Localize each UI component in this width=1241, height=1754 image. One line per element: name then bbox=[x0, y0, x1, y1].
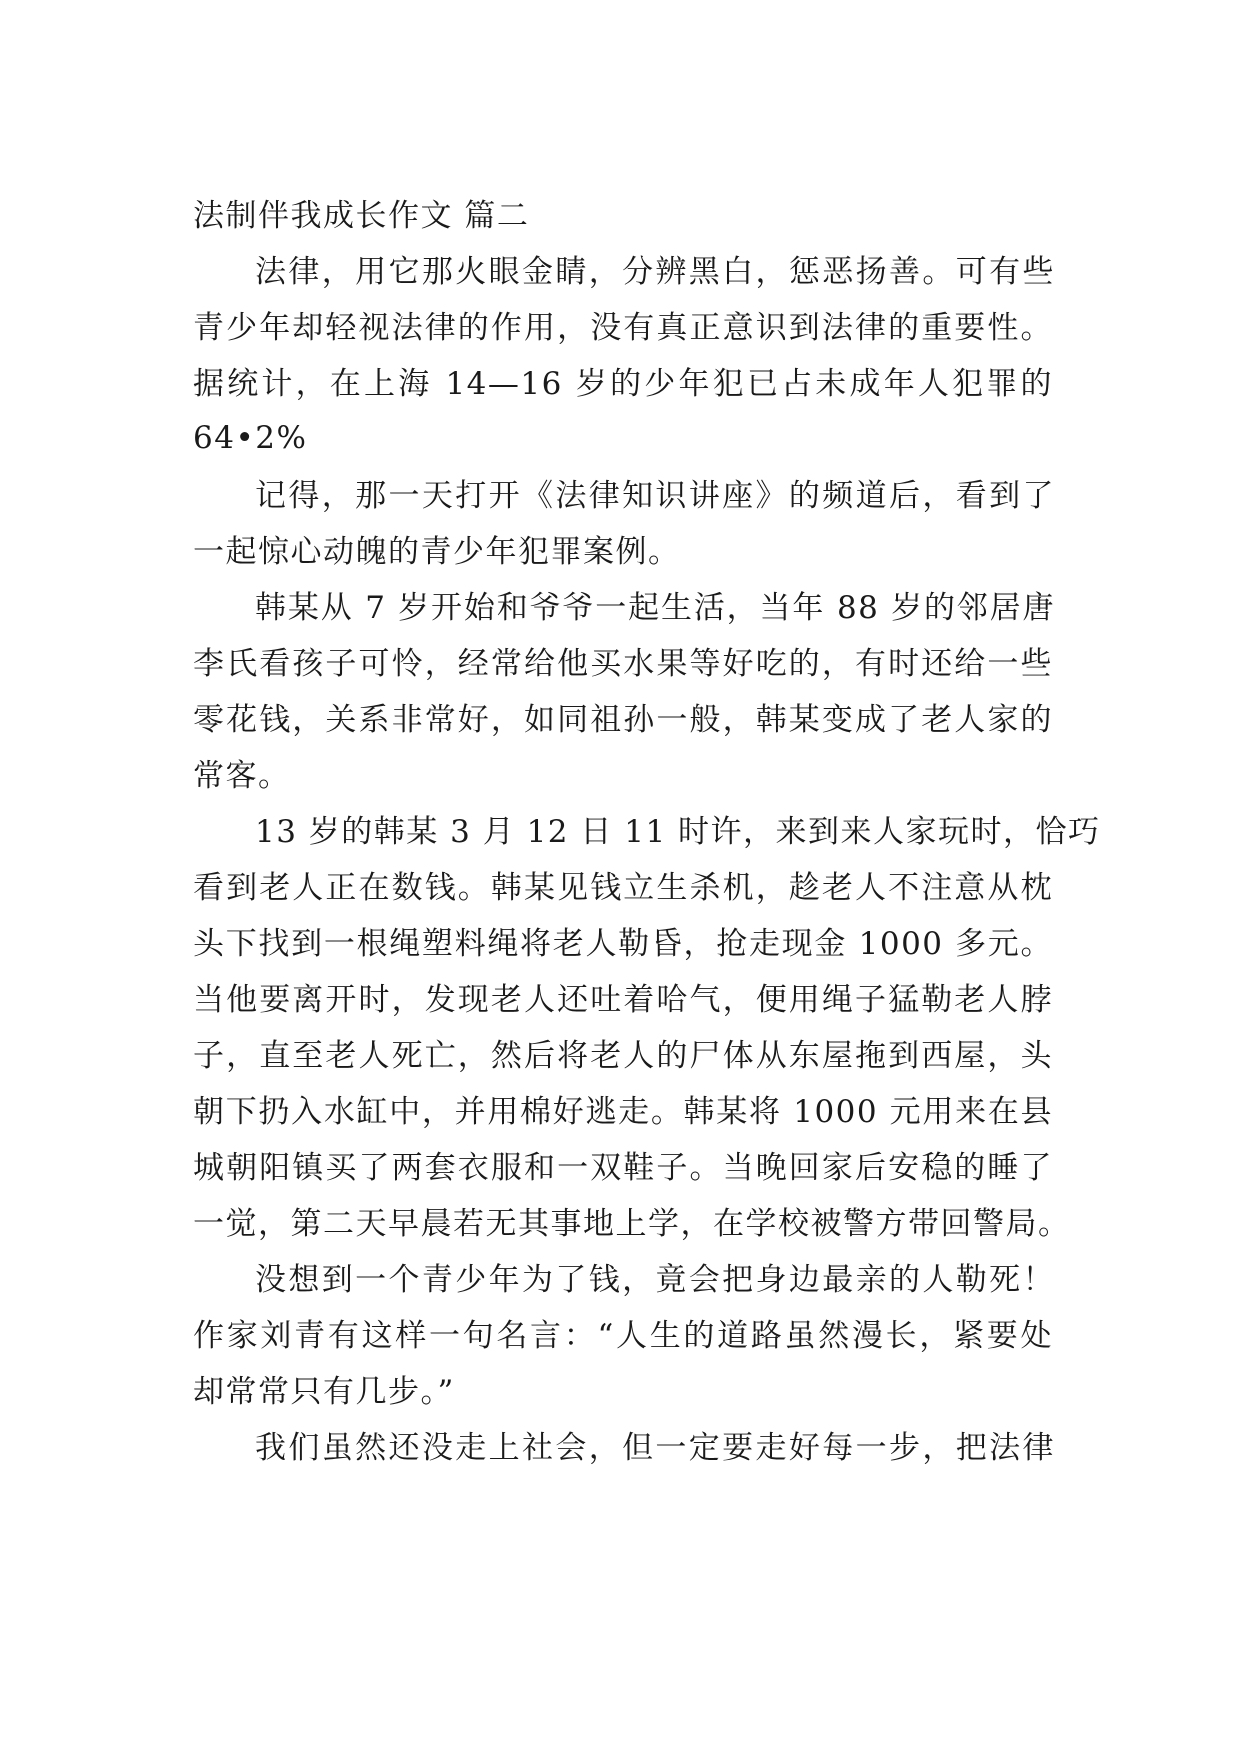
text-line: 据统计，在上海 14—16 岁的少年犯已占未成年人犯罪的 bbox=[193, 366, 1053, 402]
text-line: 韩某从 7 岁开始和爷爷一起生活，当年 88 岁的邻居唐 bbox=[255, 590, 1055, 626]
text-line: 子，直至老人死亡，然后将老人的尸体从东屋拖到西屋，头 bbox=[193, 1038, 1053, 1074]
text-line: 李氏看孩子可怜，经常给他买水果等好吃的，有时还给一些 bbox=[193, 646, 1053, 682]
text-line: 却常常只有几步。” bbox=[193, 1374, 455, 1410]
text-line: 看到老人正在数钱。韩某见钱立生杀机，趁老人不注意从枕 bbox=[193, 870, 1053, 906]
text-line: 朝下扔入水缸中，并用棉好逃走。韩某将 1000 元用来在县 bbox=[193, 1094, 1053, 1130]
document-heading: 法制伴我成长作文 篇二 bbox=[193, 198, 530, 234]
text-line: 我们虽然还没走上社会，但一定要走好每一步，把法律 bbox=[255, 1430, 1055, 1466]
text-line: 作家刘青有这样一句名言：“人生的道路虽然漫长，紧要处 bbox=[193, 1318, 1053, 1354]
text-line: 记得，那一天打开《法律知识讲座》的频道后，看到了 bbox=[255, 478, 1055, 514]
text-line: 64•2% bbox=[193, 420, 308, 456]
text-line: 法律，用它那火眼金睛，分辨黑白，惩恶扬善。可有些 bbox=[255, 254, 1055, 290]
text-line: 一起惊心动魄的青少年犯罪案例。 bbox=[193, 534, 681, 570]
text-line: 头下找到一根绳塑料绳将老人勒昏，抢走现金 1000 多元。 bbox=[193, 926, 1053, 962]
text-line: 13 岁的韩某 3 月 12 日 11 时许，来到来人家玩时，恰巧 bbox=[255, 814, 1101, 850]
text-line: 城朝阳镇买了两套衣服和一双鞋子。当晚回家后安稳的睡了 bbox=[193, 1150, 1053, 1186]
text-line: 常客。 bbox=[193, 758, 291, 794]
text-line: 青少年却轻视法律的作用，没有真正意识到法律的重要性。 bbox=[193, 310, 1053, 346]
text-line: 零花钱，关系非常好，如同祖孙一般，韩某变成了老人家的 bbox=[193, 702, 1053, 738]
text-line: 没想到一个青少年为了钱，竟会把身边最亲的人勒死！ bbox=[255, 1262, 1055, 1298]
text-line: 一觉，第二天早晨若无其事地上学，在学校被警方带回警局。 bbox=[193, 1206, 1071, 1242]
text-line: 当他要离开时，发现老人还吐着哈气，便用绳子猛勒老人脖 bbox=[193, 982, 1053, 1018]
